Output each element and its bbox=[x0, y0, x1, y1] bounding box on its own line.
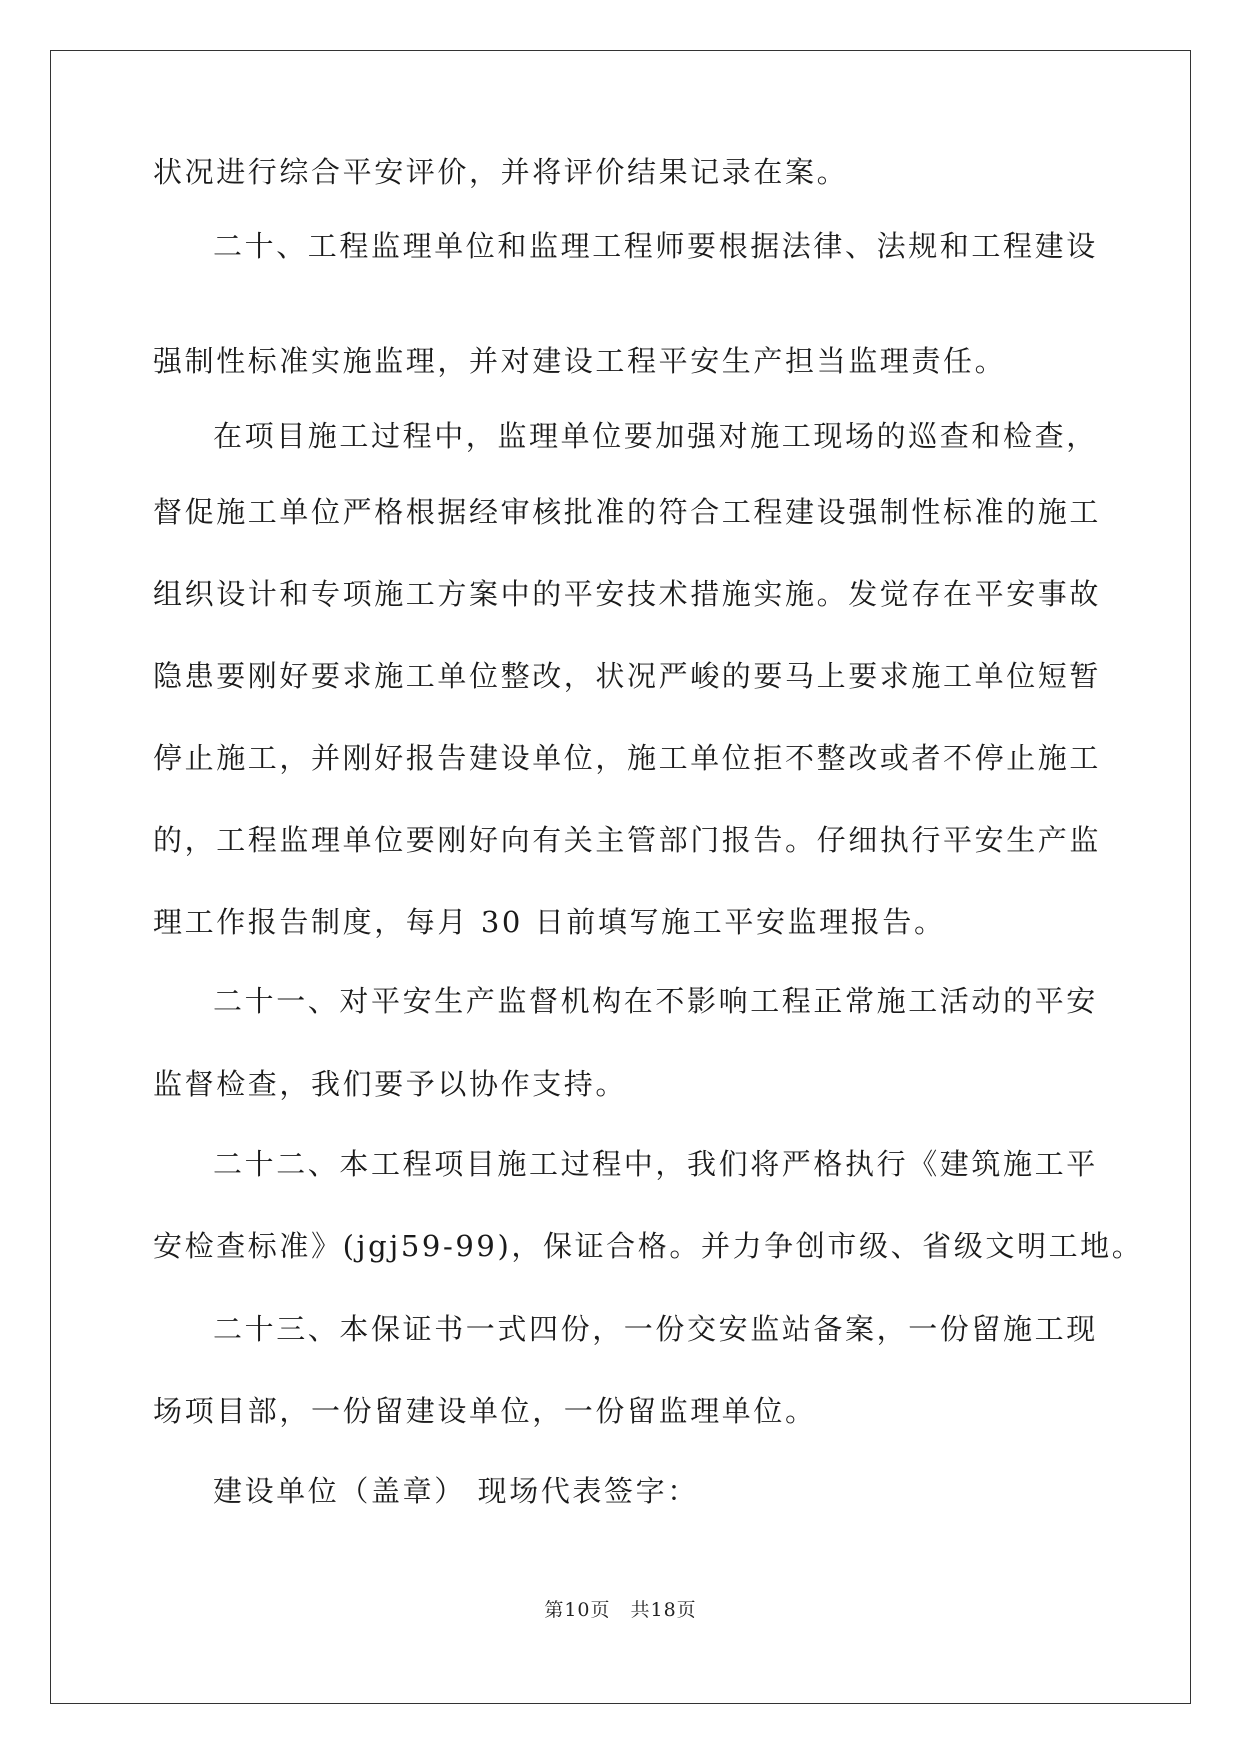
text-line: 安检查标准》(jgj59-99)，保证合格。并力争创市级、省级文明工地。 bbox=[153, 1229, 1144, 1263]
page-number: 第10页 共18页 bbox=[544, 1599, 697, 1621]
text-line: 组织设计和专项施工方案中的平安技术措施实施。发觉存在平安事故 bbox=[153, 577, 1102, 611]
text-line: 二十一、对平安生产监督机构在不影响工程正常施工活动的平安 bbox=[213, 984, 1098, 1018]
text-line: 理工作报告制度，每月 30 日前填写施工平安监理报告。 bbox=[153, 905, 946, 939]
text-line: 二十、工程监理单位和监理工程师要根据法律、法规和工程建设 bbox=[213, 229, 1098, 263]
text-line: 监督检查，我们要予以协作支持。 bbox=[153, 1067, 628, 1101]
text-line: 在项目施工过程中，监理单位要加强对施工现场的巡查和检查， bbox=[213, 419, 1098, 453]
text-line: 的，工程监理单位要刚好向有关主管部门报告。仔细执行平安生产监 bbox=[153, 823, 1102, 857]
text-line: 二十二、本工程项目施工过程中，我们将严格执行《建筑施工平 bbox=[213, 1147, 1098, 1181]
text-line: 场项目部，一份留建设单位，一份留监理单位。 bbox=[153, 1394, 817, 1428]
text-line: 停止施工，并刚好报告建设单位，施工单位拒不整改或者不停止施工 bbox=[153, 741, 1102, 775]
text-line: 强制性标准实施监理，并对建设工程平安生产担当监理责任。 bbox=[153, 344, 1007, 378]
text-line: 建设单位（盖章） 现场代表签字： bbox=[213, 1474, 699, 1508]
text-line: 状况进行综合平安评价，并将评价结果记录在案。 bbox=[153, 155, 849, 189]
text-line: 隐患要刚好要求施工单位整改，状况严峻的要马上要求施工单位短暂 bbox=[153, 659, 1102, 693]
text-line: 督促施工单位严格根据经审核批准的符合工程建设强制性标准的施工 bbox=[153, 495, 1102, 529]
text-line: 二十三、本保证书一式四份，一份交安监站备案，一份留施工现 bbox=[213, 1312, 1098, 1346]
page-frame bbox=[50, 50, 1191, 1704]
